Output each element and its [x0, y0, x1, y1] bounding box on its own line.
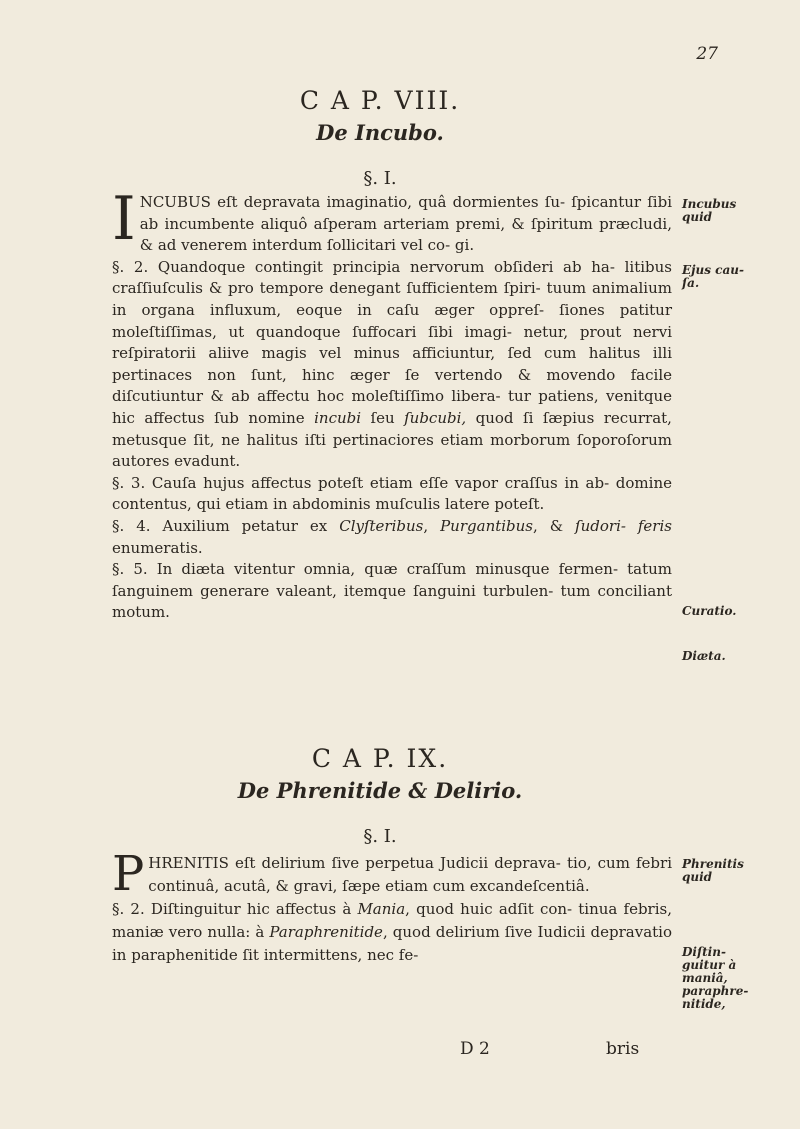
italic-term: incubi: [314, 408, 362, 427]
chapter-9-heading: C A P. IX.: [311, 744, 449, 773]
paragraph-text: , &: [533, 516, 564, 535]
paragraph-distinction: [112, 898, 672, 967]
chapter-9-section-mark: §. I.: [363, 826, 397, 847]
paragraph-incubus-definition: [112, 184, 672, 257]
chapter-8-heading: C A P. VIII.: [299, 86, 461, 115]
paragraph-remedy: [112, 516, 672, 559]
page-number: 27: [696, 44, 718, 64]
paragraph-text: §. 2. Quandoque contingit principia nervorum obſideri ab ha- litibus craſſiuſculis & pro tempore denegant ſufficientem ſpiri- tuum animalium in organa influxum, eoque in caſu æger oppreſ- ſiones patitur moleſtiſſimas, ut quandoque ſuffocari ſibi imagi- netur, prout nervi reſpiratorii aliive magis vel minus afficiuntur, ſed cum halitus illi pertinaces non ſunt, hinc æger ſe vertendo & movendo facile diſcutiuntur & ab affectu hoc moleſtiſſimo libera- tur patiens, venitque hic affectus ſub nomine: [112, 257, 672, 427]
signature-mark: D 2: [460, 1039, 490, 1059]
margin-note-diaeta: Diæta.: [682, 649, 726, 663]
italic-term: ſubcubi,: [404, 408, 467, 427]
paragraph-cause-vapor: §. 3. Cauſa hujus affectus poteſt etiam eſſe vapor craſſus in ab- domine contentus, qui etiam in abdominis muſculis latere poteſt.: [112, 473, 672, 514]
paragraph-text: enumeratis.: [112, 538, 203, 557]
margin-note-incubus: Incubus quid: [682, 197, 737, 224]
chapter-8-text: [112, 184, 672, 624]
italic-term: Mania: [357, 900, 406, 918]
drop-cap: P: [112, 846, 145, 902]
catchword: bris: [606, 1039, 640, 1059]
margin-note-phrenitis: Phrenitis quid: [682, 857, 744, 884]
paragraph-text: , quod huic adſit con- tinua febris, maniæ vero nulla: à: [112, 900, 672, 941]
paragraph-text: NCUBUS eſt depravata imaginatio, quâ dormientes ſu- ſpicantur ſibi ab incumbente aliquô aſperam arteriam premi, & ſpiritum præcludi, & ad venerem interdum ſollicitari vel co- gi.: [139, 193, 672, 255]
margin-note-distinction: Diſtin- guitur à maniâ, paraphre- nitide,: [682, 945, 749, 1011]
paragraph-text: ſeu: [370, 408, 395, 427]
paragraph-text: §. 4. Auxilium petatur ex: [112, 516, 328, 535]
chapter-8-section-mark: §. I.: [363, 168, 397, 189]
chapter-9-text: [112, 846, 672, 967]
italic-term: Purgantibus: [440, 516, 534, 535]
paragraph-diet: §. 5. In diæta vitentur omnia, quæ craſſum minusque fermen- tatum ſanguinem generare valeant, itemque ſanguini turbulen- tum conciliant motum.: [112, 560, 672, 622]
chapter-8-title: De Incubo.: [316, 120, 444, 145]
italic-term: Paraphrenitide: [269, 923, 383, 941]
italic-term: Clyſteribus: [339, 516, 424, 535]
paragraph-text: HRENITIS eſt delirium ſive perpetua Judicii deprava- tio, cum febri continuâ, acutâ, & gravi, ſæpe etiam cum excandeſcentiâ.: [148, 854, 672, 895]
margin-note-curatio: Curatio.: [682, 604, 737, 618]
paragraph-causes: [112, 257, 672, 473]
drop-cap: I: [112, 184, 136, 254]
chapter-9-title: De Phrenitide & Delirio.: [237, 778, 523, 803]
paragraph-text: §. 2. Diſtinguitur hic affectus à: [112, 900, 352, 918]
paragraph-text: quod ſi ſæpius recurrat, metusque ſit, ne halitus iſti pertinaciores etiam morborum ſoporoſorum autores evadunt.: [112, 408, 672, 471]
paragraph-text: , quod delirium ſive Iudicii depravatio in paraphenitide ſit intermittens, nec fe-: [112, 923, 672, 964]
italic-term: ſudori- feris: [575, 516, 672, 535]
paragraph-phrenitis-definition: [112, 846, 672, 902]
paragraph-text: ,: [423, 516, 429, 535]
margin-note-cause: Ejus cau- ſa.: [682, 263, 744, 290]
